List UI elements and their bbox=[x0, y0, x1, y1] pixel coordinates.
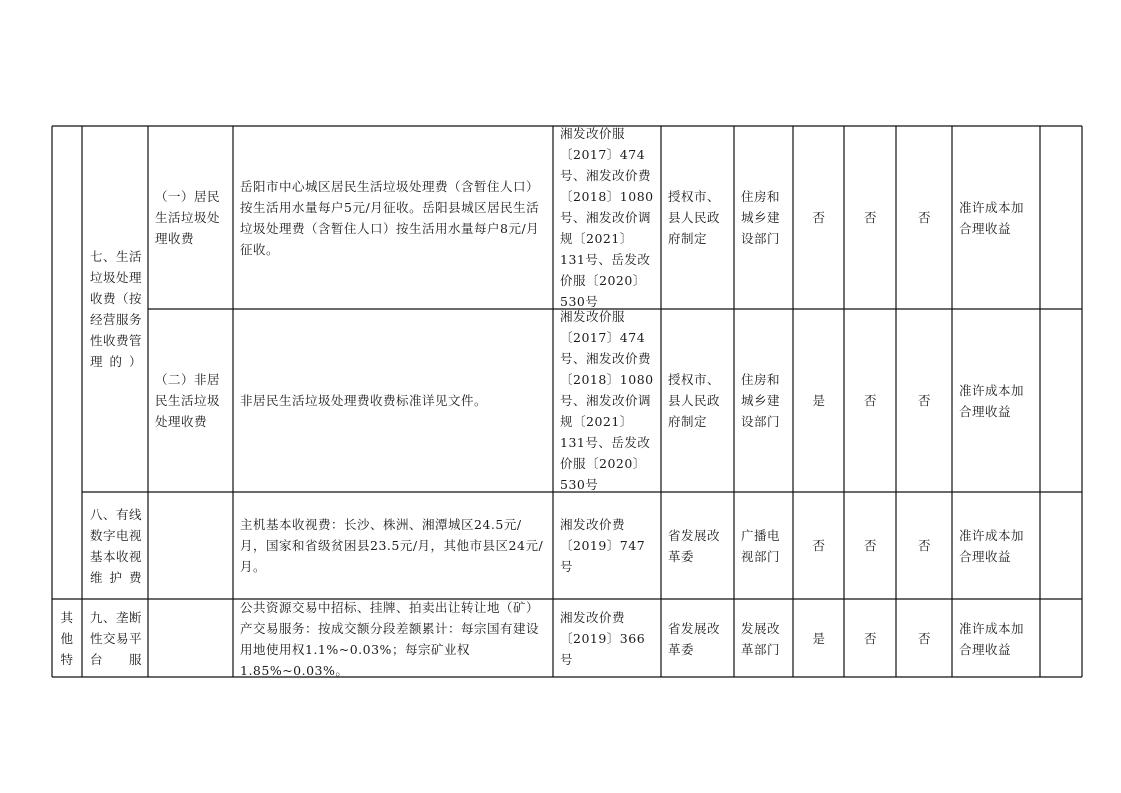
category-cell bbox=[52, 600, 82, 677]
authority-text: 授权市、县人民政府制定 bbox=[668, 189, 721, 246]
subitem-cell bbox=[149, 126, 233, 309]
flag-value: 否 bbox=[863, 631, 877, 646]
standard-text: 主机基本收视费：长沙、株洲、湘潭城区24.5元/月，国家和省级贫困县23.5元/月，其他市县区24元/月。 bbox=[240, 517, 544, 574]
flag-cell-3 bbox=[897, 492, 952, 599]
basis-cell bbox=[554, 600, 661, 677]
flag-cell-2 bbox=[845, 600, 896, 677]
department-text: 住房和城乡建设部门 bbox=[741, 189, 781, 246]
flag-value: 否 bbox=[812, 210, 826, 225]
nature-cell bbox=[953, 492, 1040, 599]
authority-text: 省发展改革委 bbox=[668, 527, 721, 564]
subitem-cell bbox=[149, 492, 233, 599]
department-text: 发展改革部门 bbox=[741, 620, 781, 657]
item-label: 七、生活垃圾处理收费（按经营服务性收费管理的） bbox=[90, 249, 143, 369]
remark-cell bbox=[1041, 492, 1082, 599]
remark-cell bbox=[1041, 126, 1082, 309]
flag-value: 否 bbox=[863, 393, 877, 408]
flag-value: 否 bbox=[812, 538, 826, 553]
flag-cell-1 bbox=[794, 600, 844, 677]
item-label: 八、有线数字电视基本收视维护费 bbox=[90, 506, 143, 585]
flag-value: 否 bbox=[917, 538, 931, 553]
department-cell bbox=[735, 309, 793, 492]
nature-text: 准许成本加合理收益 bbox=[959, 527, 1025, 564]
flag-cell-2 bbox=[845, 309, 896, 492]
flag-cell-3 bbox=[897, 126, 952, 309]
subitem-label: （二）非居民生活垃圾处理收费 bbox=[155, 372, 221, 429]
flag-cell-1 bbox=[794, 126, 844, 309]
flag-cell-3 bbox=[897, 309, 952, 492]
category-cell bbox=[52, 126, 82, 599]
flag-cell-2 bbox=[845, 492, 896, 599]
remark-cell bbox=[1041, 309, 1082, 492]
flag-cell-1 bbox=[794, 309, 844, 492]
remark-cell bbox=[1041, 600, 1082, 677]
basis-cell bbox=[554, 309, 661, 492]
subitem-cell bbox=[149, 600, 233, 677]
item-cell bbox=[84, 126, 148, 492]
standard-cell bbox=[234, 600, 553, 677]
nature-cell bbox=[953, 600, 1040, 677]
authority-cell bbox=[662, 492, 734, 599]
basis-cell bbox=[554, 126, 661, 309]
basis-text: 湘发改价费〔2019〕366号 bbox=[560, 610, 646, 667]
basis-text: 湘发改价费〔2019〕747号 bbox=[560, 517, 646, 574]
nature-text: 准许成本加合理收益 bbox=[959, 199, 1025, 236]
authority-text: 授权市、县人民政府制定 bbox=[668, 372, 721, 429]
nature-cell bbox=[953, 126, 1040, 309]
flag-value: 否 bbox=[863, 210, 877, 225]
department-text: 住房和城乡建设部门 bbox=[741, 372, 781, 429]
standard-cell bbox=[234, 309, 553, 492]
authority-cell bbox=[662, 600, 734, 677]
department-text: 广播电视部门 bbox=[741, 527, 781, 564]
nature-cell bbox=[953, 309, 1040, 492]
department-cell bbox=[735, 492, 793, 599]
flag-value: 否 bbox=[917, 631, 931, 646]
nature-text: 准许成本加合理收益 bbox=[959, 620, 1025, 657]
standard-text: 公共资源交易中招标、挂牌、拍卖出让转让地（矿）产交易服务：按成交额分段差额累计：每宗国有建设用地使用权1.1%~0.03%；每宗矿业权1.85%~0.03%。 bbox=[240, 600, 540, 677]
standard-text: 岳阳市中心城区居民生活垃圾处理费（含暂住人口）按生活用水量每户5元/月征收。岳阳县城区居民生活垃圾处理费（含暂住人口）按生活用水量每户8元/月征收。 bbox=[240, 178, 540, 257]
basis-text: 湘发改价服〔2017〕474号、湘发改价费〔2018〕1080号、湘发改价调规〔2021〕131号、岳发改价服〔2020〕530号 bbox=[560, 126, 654, 309]
item-cell bbox=[84, 600, 148, 677]
basis-cell bbox=[554, 492, 661, 599]
item-cell bbox=[84, 492, 148, 599]
flag-cell-1 bbox=[794, 492, 844, 599]
department-cell bbox=[735, 126, 793, 309]
flag-cell-2 bbox=[845, 126, 896, 309]
standard-text: 非居民生活垃圾处理费收费标准详见文件。 bbox=[240, 393, 488, 408]
standard-cell bbox=[234, 126, 553, 309]
flag-value: 否 bbox=[863, 538, 877, 553]
flag-value: 是 bbox=[812, 393, 826, 408]
flag-cell-3 bbox=[897, 600, 952, 677]
flag-value: 否 bbox=[917, 210, 931, 225]
authority-cell bbox=[662, 126, 734, 309]
category-label: 其他特 bbox=[60, 610, 74, 667]
standard-cell bbox=[234, 492, 553, 599]
flag-value: 否 bbox=[917, 393, 931, 408]
subitem-cell bbox=[149, 309, 233, 492]
item-label: 九、垄断性交易平台服 bbox=[90, 610, 143, 667]
flag-value: 是 bbox=[812, 631, 826, 646]
authority-text: 省发展改革委 bbox=[668, 620, 721, 657]
nature-text: 准许成本加合理收益 bbox=[959, 382, 1025, 419]
basis-text: 湘发改价服〔2017〕474号、湘发改价费〔2018〕1080号、湘发改价调规〔2021〕131号、岳发改价服〔2020〕530号 bbox=[560, 309, 654, 492]
authority-cell bbox=[662, 309, 734, 492]
subitem-label: （一）居民生活垃圾处理收费 bbox=[155, 189, 221, 246]
department-cell bbox=[735, 600, 793, 677]
